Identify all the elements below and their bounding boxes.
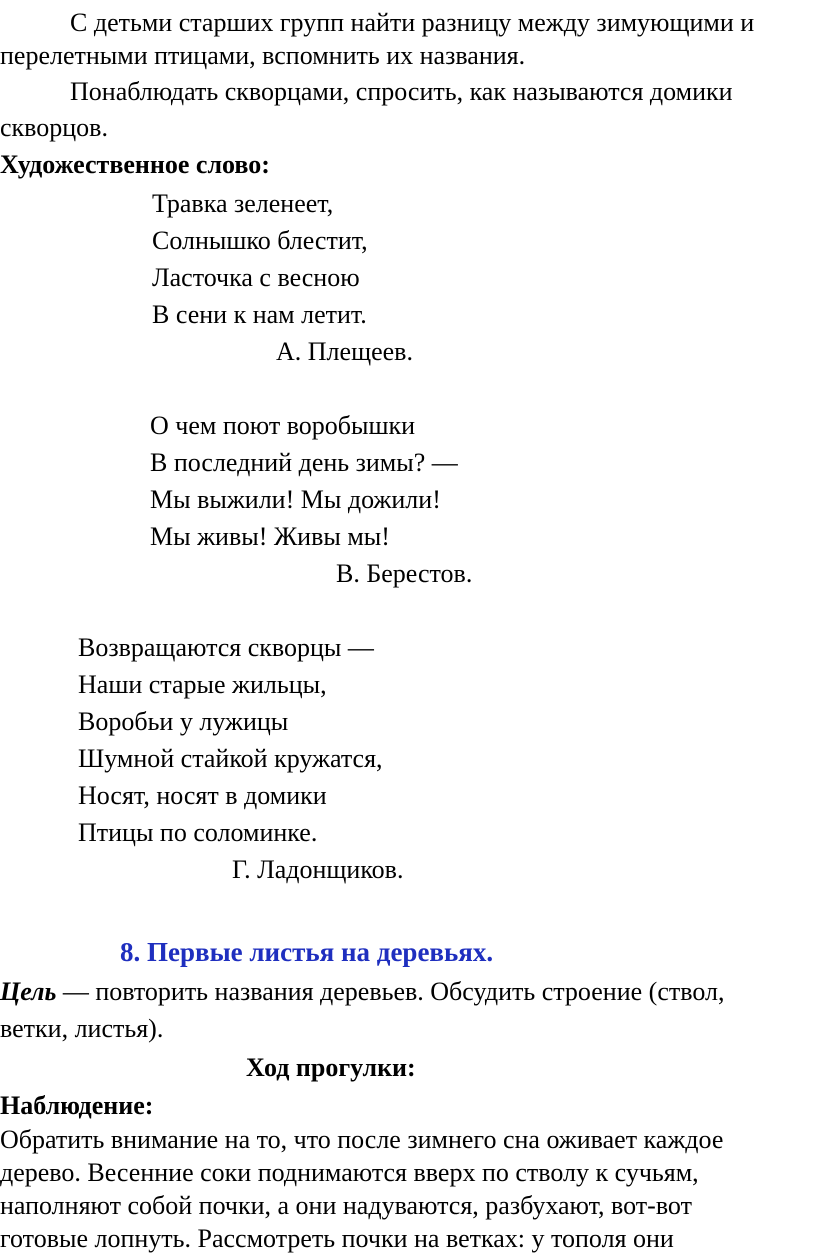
poem-author: Г. Ладонщиков. xyxy=(232,855,404,884)
observation-line: дерево. Весенние соки поднимаются вверх по стволу к сучьям, xyxy=(0,1158,699,1187)
poem-line: Воробьи у лужицы xyxy=(78,707,289,736)
art-word-label: Художественное слово: xyxy=(0,150,270,179)
poem-line: Шумной стайкой кружатся, xyxy=(78,744,383,773)
poem-line: Птицы по соломинке. xyxy=(78,818,318,847)
poem-line: Наши старые жильцы, xyxy=(78,670,327,699)
goal-text: — повторить названия деревьев. Обсудить строение (ствол, xyxy=(56,977,725,1006)
poem-line: В последний день зимы? — xyxy=(150,448,458,477)
goal-label: Цель xyxy=(0,977,57,1006)
goal-line-2: ветки, листья). xyxy=(0,1014,164,1043)
poem-author: А. Плещеев. xyxy=(276,337,413,366)
walk-heading: Ход прогулки: xyxy=(246,1053,416,1082)
poem-line: О чем поют воробышки xyxy=(150,411,416,440)
poem-line: Мы живы! Живы мы! xyxy=(150,522,390,551)
observation-line: готовые лопнуть. Рассмотреть почки на ветках: у тополя они xyxy=(0,1224,674,1253)
poem-line: Мы выжили! Мы дожили! xyxy=(150,485,441,514)
section-heading: 8. Первые листья на деревьях. xyxy=(120,937,494,967)
observation-label: Наблюдение: xyxy=(0,1091,154,1120)
poem-line: Травка зеленеет, xyxy=(152,189,334,218)
observation-line: Обратить внимание на то, что после зимнего сна оживает каждое xyxy=(0,1125,724,1154)
intro-paragraph-1-line-1: С детьми старших групп найти разницу между зимующими и xyxy=(70,8,755,37)
observation-line: наполняют собой почки, а они надуваются, разбухают, вот-вот xyxy=(0,1191,692,1220)
poem-line: Ласточка с весною xyxy=(152,263,360,292)
poem-line: Возвращаются скворцы — xyxy=(78,633,374,662)
intro-paragraph-1-line-2: перелетными птицами, вспомнить их названия. xyxy=(0,41,526,70)
goal-line-1 xyxy=(0,977,724,1007)
poem-line: Носят, носят в домики xyxy=(78,781,327,810)
intro-paragraph-2-line-1: Понаблюдать скворцами, спросить, как называются домики xyxy=(70,77,733,106)
poem-author: В. Берестов. xyxy=(336,559,473,588)
poem-line: В сени к нам летит. xyxy=(152,300,367,329)
intro-paragraph-2-line-2: скворцов. xyxy=(0,113,108,142)
poem-line: Солнышко блестит, xyxy=(152,226,368,255)
